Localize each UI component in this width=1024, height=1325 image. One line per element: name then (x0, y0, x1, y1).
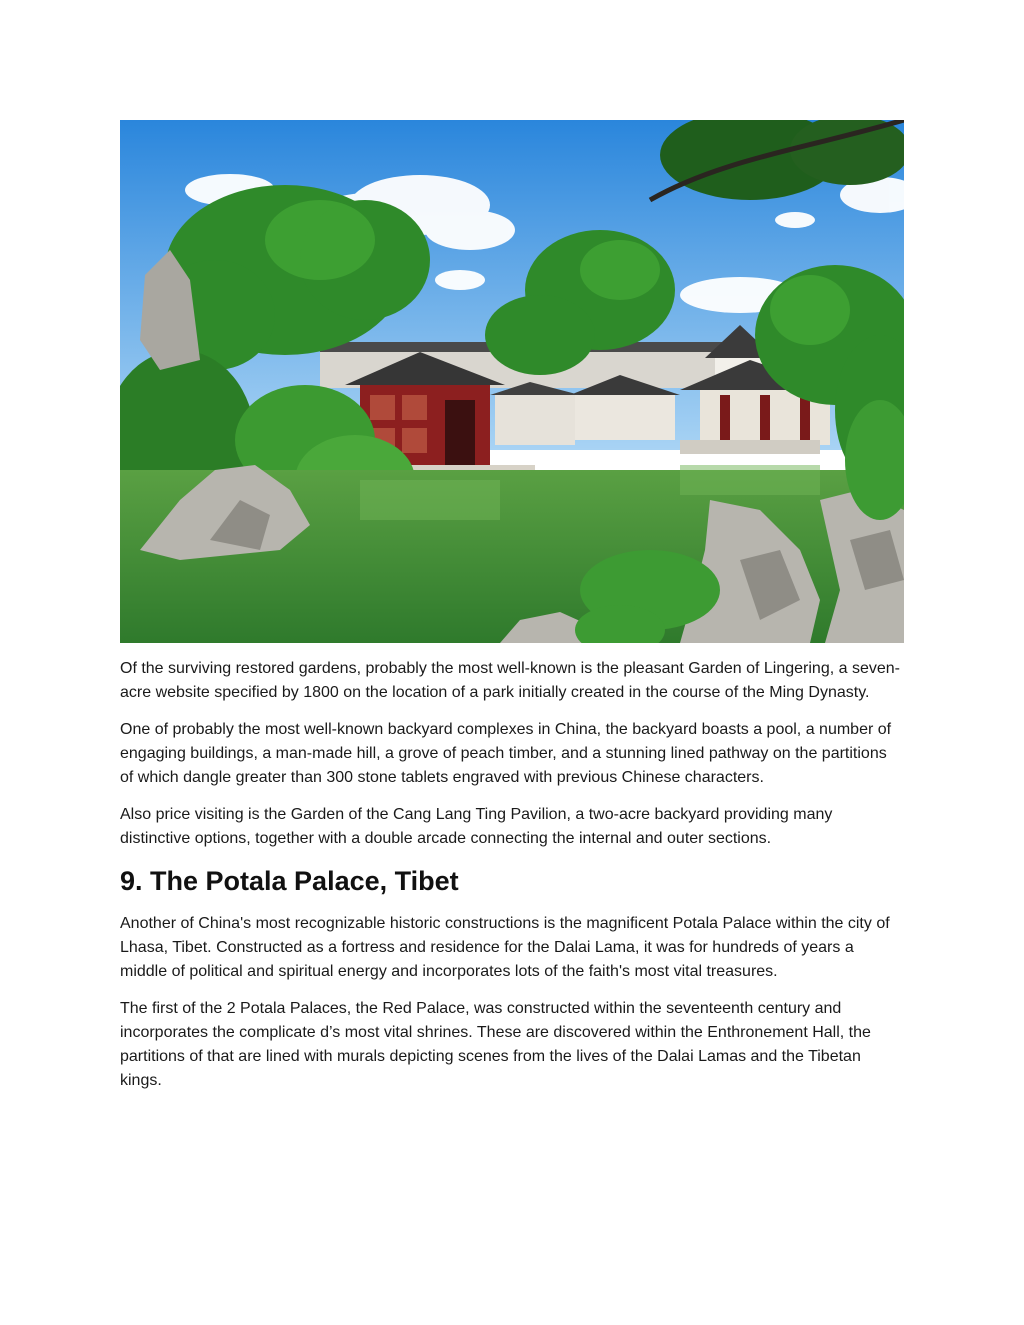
garden-photo (120, 120, 904, 643)
section-heading: 9. The Potala Palace, Tibet (120, 866, 459, 896)
garden-illustration (120, 120, 904, 643)
paragraph: One of probably the most well-known backyard complexes in China, the backyard boasts a pool, a number of engaging buildings, a man-made hill, a grove of peach timber, and a stunning lined pathway on the partitions of which dangle greater than 300 stone tablets engraved with previous Chinese characters. (120, 721, 892, 786)
paragraph: Also price visiting is the Garden of the Cang Lang Ting Pavilion, a two-acre backyard providing many distinctive options, together with a double arcade connecting the internal and outer sections. (120, 806, 833, 847)
paragraph: Another of China's most recognizable historic constructions is the magnificent Potala Palace within the city of Lhasa, Tibet. Constructed as a fortress and residence for the Dalai Lama, it was for hundreds of years a middle of political and spiritual energy and incorporates lots of the faith's most vital treasures. (120, 915, 890, 980)
paragraph: The first of the 2 Potala Palaces, the Red Palace, was constructed within the seventeenth century and incorporates the complicate d’s most vital shrines. These are discovered within the Enthronement Hall, the partitions of that are lined with murals depicting scenes from the lives of the Dalai Lamas and the Tibetan kings. (120, 1000, 871, 1089)
paragraph: Of the surviving restored gardens, probably the most well-known is the pleasant Garden of Lingering, a seven-acre website specified by 1800 on the location of a park initially created in the course of the Ming Dynasty. (120, 660, 900, 701)
document-page (120, 120, 904, 1106)
article-body (120, 657, 904, 1093)
